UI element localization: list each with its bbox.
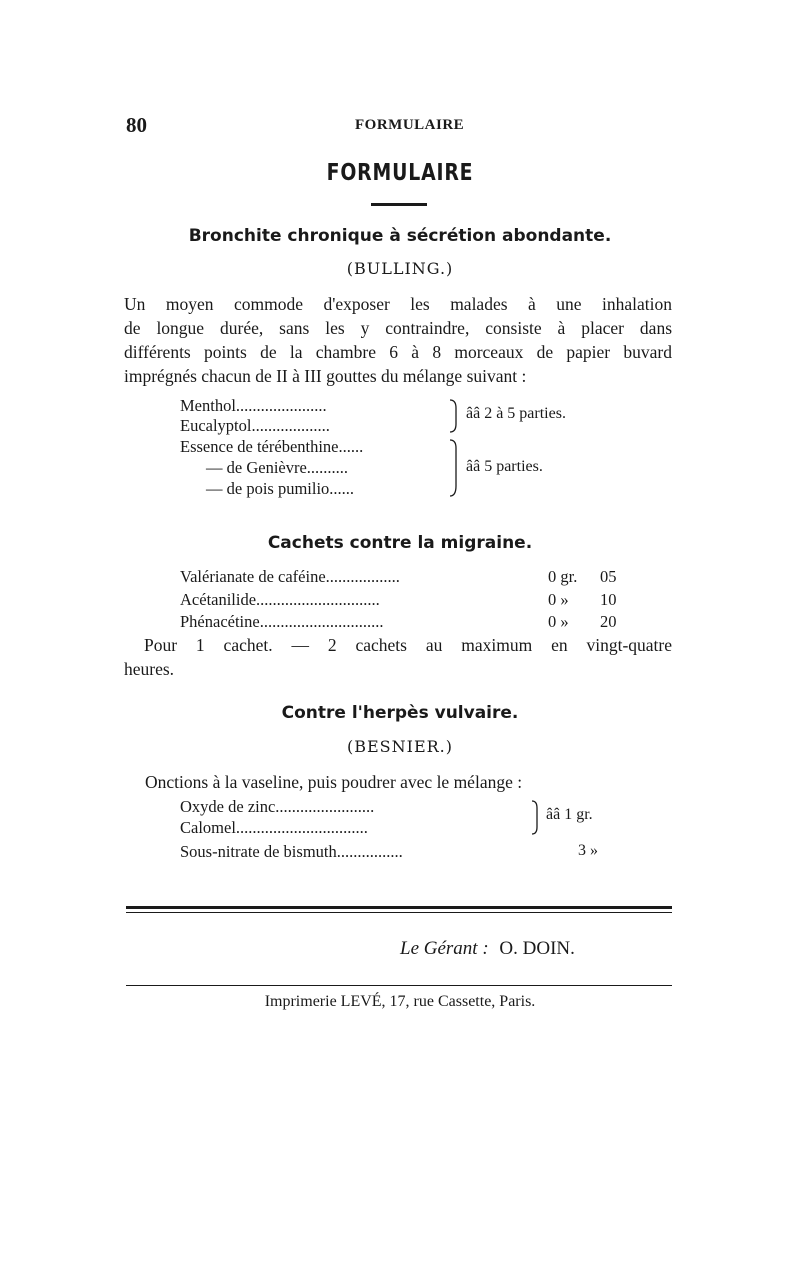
ingredient-terebenthine (180, 437, 363, 457)
intro-herpes: Onctions à la vaseline, puis poudrer avec le mélange : (145, 772, 523, 792)
running-title: FORMULAIRE (355, 117, 465, 133)
ingredient-name: Acétanilide (180, 590, 257, 609)
brace-group (530, 797, 542, 839)
ingredient-name: Valérianate de caféine (180, 567, 326, 586)
leader-dots: ...... (338, 437, 364, 456)
paragraph-bronchite (124, 292, 672, 388)
ingredient-name: Calomel (180, 818, 236, 837)
title-rule (371, 203, 427, 206)
ingredient-genievre (206, 458, 348, 478)
ingredient-name: Oxyde de zinc (180, 797, 276, 816)
quantity-value: 20 (600, 612, 617, 631)
quantity-value: 05 (600, 567, 617, 586)
quantity (548, 567, 577, 587)
leader-dots: .............................. (256, 590, 380, 609)
leader-dots: ...................... (235, 396, 327, 415)
ingredient-phenacetine (180, 612, 383, 632)
section-heading-bronchite: Bronchite chronique à sécrétion abondante. (188, 226, 612, 246)
author-besnier: (BESNIER.) (346, 737, 453, 756)
footer-rule (126, 985, 672, 986)
leader-dots: ................... (251, 416, 330, 435)
leader-dots: .................. (325, 567, 400, 586)
paragraph-line: imprégnés chacun de II à III gouttes du mélange suivant : (124, 366, 527, 386)
leader-dots: ...... (329, 479, 355, 498)
ingredient-eucalyptol (180, 416, 330, 436)
note-line: heures. (124, 659, 175, 679)
ingredient-menthol (180, 396, 327, 416)
ingredient-name: — de pois pumilio (206, 479, 330, 498)
leader-dots: .......... (306, 458, 349, 477)
ingredient-sous-nitrate (180, 842, 403, 862)
ingredient-acetanilide (180, 590, 380, 610)
note-migraine (124, 633, 672, 681)
note-line: Pour 1 cachet. — 2 cachets au maximum en vingt-quatre (144, 635, 672, 655)
ingredient-oxyde-de-zinc (180, 797, 374, 817)
printer-line: Imprimerie LEVÉ, 17, rue Cassette, Paris. (264, 993, 536, 1010)
leader-dots: ................................ (235, 818, 368, 837)
dose-5-parties: ââ 5 parties. (466, 458, 543, 475)
ingredient-name: Menthol (180, 396, 236, 415)
page-number: 80 (126, 113, 147, 137)
quantity-unit: 0 » (548, 612, 569, 631)
separator-rule-thin (126, 912, 672, 913)
gerant-name: O. DOIN. (499, 938, 575, 959)
dose-2-a-5: ââ 2 à 5 parties. (466, 405, 566, 422)
dose-1-gr: ââ 1 gr. (546, 806, 593, 823)
ingredient-name: Eucalyptol (180, 416, 252, 435)
page-title: FORMULAIRE (326, 160, 474, 186)
author-bulling: (BULLING.) (346, 259, 454, 278)
paragraph-line: de longue durée, sans les y contraindre, consiste à placer dans (124, 318, 672, 338)
ingredient-name: Phénacétine (180, 612, 260, 631)
quantity-unit: 0 » (548, 590, 569, 609)
ingredient-name: Essence de térébenthine (180, 437, 339, 456)
paragraph-line: Un moyen commode d'exposer les malades à une inhalation (124, 294, 672, 314)
leader-dots: .............................. (259, 612, 384, 631)
gerant-label: Le Gérant : (400, 938, 489, 959)
leader-dots: ........................ (275, 797, 375, 816)
brace-group (448, 396, 462, 504)
section-heading-herpes: Contre l'herpès vulvaire. (281, 703, 519, 723)
dose-3: 3 » (578, 842, 598, 859)
ingredient-name: — de Genièvre (206, 458, 307, 477)
leader-dots: ................ (336, 842, 403, 861)
ingredient-calomel (180, 818, 368, 838)
ingredient-name: Sous-nitrate de bismuth (180, 842, 337, 861)
ingredient-valerianate (180, 567, 400, 587)
ingredient-pois-pumilio (206, 479, 354, 499)
section-heading-migraine: Cachets contre la migraine. (267, 533, 533, 553)
gerant-line (400, 938, 575, 960)
quantity-unit: 0 gr. (548, 567, 578, 586)
paragraph-line: différents points de la chambre 6 à 8 morceaux de papier buvard (124, 342, 672, 362)
quantity-value: 10 (600, 590, 617, 609)
separator-rule-thick (126, 906, 672, 909)
